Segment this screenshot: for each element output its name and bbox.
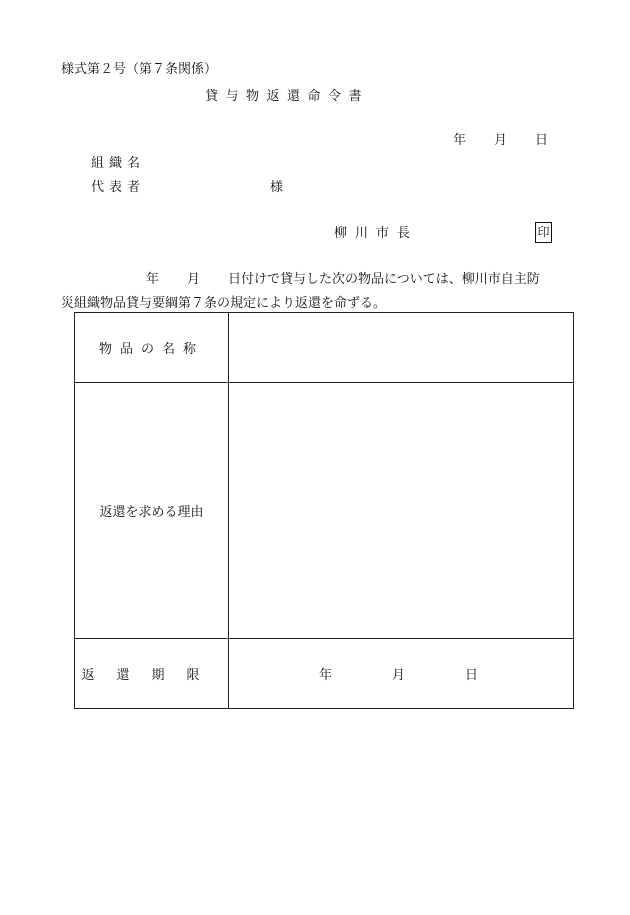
issue-date-day: 日	[535, 133, 549, 148]
body-line-2: 災組織物品貸与要綱第７条の規定により返還を命ずる。	[61, 296, 387, 311]
table-row	[75, 383, 574, 639]
representative-label: 代表者	[91, 180, 146, 195]
item-name-label-text: 物品の名称	[98, 342, 204, 357]
document-title: 貸与物返還命令書	[205, 89, 370, 104]
deadline-day: 日	[465, 668, 479, 683]
form-number: 様式第２号（第７条関係）	[61, 62, 218, 77]
return-deadline-label-text: 返還期限	[81, 668, 222, 683]
honorific: 様	[270, 180, 284, 195]
item-name-field[interactable]	[229, 313, 574, 383]
return-details-table	[74, 312, 574, 709]
issue-date	[453, 133, 548, 149]
table-row	[75, 639, 574, 709]
return-reason-label	[75, 383, 229, 639]
item-name-label	[75, 313, 229, 383]
return-reason-field[interactable]	[229, 383, 574, 639]
org-name-label: 組織名	[91, 156, 146, 171]
issuer-title: 柳川市長	[334, 226, 419, 241]
body-month: 月	[187, 272, 201, 287]
body-line-1-text: 日付けで貸与した次の物品については、柳川市自主防	[228, 272, 540, 287]
table-row	[75, 313, 574, 383]
deadline-year: 年	[319, 668, 333, 683]
body-line-1	[146, 272, 540, 288]
deadline-month: 月	[392, 668, 406, 683]
issue-date-year: 年	[453, 133, 467, 148]
seal-mark: 印	[535, 222, 552, 243]
body-year: 年	[146, 272, 160, 287]
return-deadline-label	[75, 639, 229, 709]
return-reason-label-text: 返還を求める理由	[99, 505, 204, 520]
return-deadline-field[interactable]	[229, 639, 574, 709]
issue-date-month: 月	[494, 133, 508, 148]
